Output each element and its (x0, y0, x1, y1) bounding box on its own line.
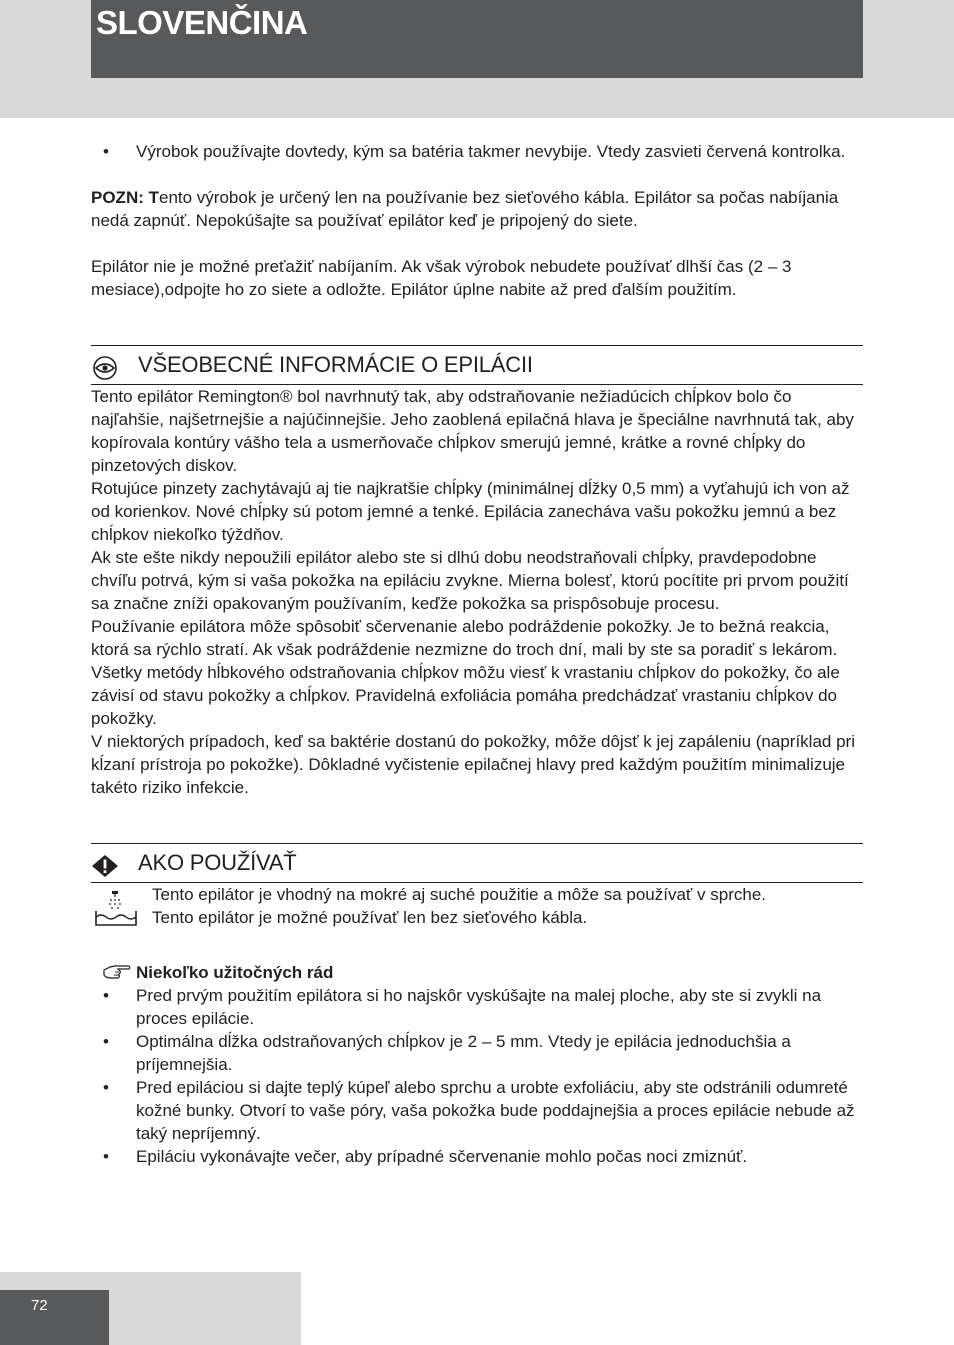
bullet-dot: • (103, 1078, 109, 1097)
bullet-dot: • (103, 1032, 109, 1051)
section-general-header (91, 345, 863, 385)
list-item (91, 1030, 863, 1076)
bullet-dot: • (103, 1147, 109, 1166)
tip-text: Epiláciu vykonávajte večer, aby prípadné sčervenanie mohlo počas noci zmiznúť. (136, 1147, 748, 1166)
page-number: 72 (31, 1297, 48, 1314)
pointing-hand-icon (103, 963, 131, 981)
section-general-body (91, 385, 863, 799)
note-label: POZN: T (91, 188, 159, 207)
note-paragraph (91, 186, 863, 232)
section-use-title: AKO POUŽÍVAŤ (138, 850, 297, 875)
page-content (91, 140, 863, 1168)
warning-diamond-icon (91, 854, 119, 878)
general-paragraph: Ak ste ešte nikdy nepoužili epilátor alebo ste si dlhú dobu neodstraňovali chĺpky, pravdepodobne chvíľu potrvá, kým si vaša pokožka na epiláciu zvykne. Mierna bolesť, ktorú pocítite pri prvom použití sa značne zníži opakovaným používaním, keďže pokožka sa prispôsobuje procesu. (91, 548, 849, 613)
shower-line: Tento epilátor je možné používať len bez sieťového kábla. (152, 908, 588, 927)
shower-line: Tento epilátor je vhodný na mokré aj suché použitie a môže sa používať v sprche. (152, 885, 766, 904)
general-paragraph: Rotujúce pinzety zachytávajú aj tie najkratšie chĺpky (minimálnej dĺžky 0,5 mm) a vyťahujú ich von až od korienkov. Nové chĺpky sú potom jemné a tenké. Epilácia zanecháva vašu pokožku jemnú a bez chĺpkov niekoľko týždňov. (91, 479, 850, 544)
tips-title: Niekoľko užitočných rád (136, 963, 334, 982)
general-paragraph: Tento epilátor Remington® bol navrhnutý tak, aby odstraňovanie nežiadúcich chĺpkov bolo čo najľahšie, najšetrnejšie a najúčinnejšie. Jeho zaoblená epilačná hlava je špeciálne navrhnutá tak, aby kopírovala kontúry vášho tela a usmerňovače chĺpkov smerujú jemné, krátke a rovné chĺpky do pinzetových diskov. (91, 387, 854, 475)
general-paragraph: Používanie epilátora môže spôsobiť sčervenanie alebo podráždenie pokožky. Je to bežná reakcia, ktorá sa rýchlo stratí. Ak však podráždenie nezmizne do troch dní, mali by ste sa poradiť s lekárom. (91, 617, 838, 659)
intro-paragraph: Epilátor nie je možné preťažiť nabíjaním. Ak však výrobok nebudete používať dlhší čas (2 – 3 mesiace),odpojte ho zo siete a odložte. Epilátor úplne nabite až pred ďalším použitím. (91, 257, 792, 299)
shower-usage (91, 883, 863, 929)
list-item (91, 1145, 863, 1168)
list-item (91, 1076, 863, 1145)
bullet-dot: • (103, 986, 109, 1005)
tips-heading (91, 961, 863, 984)
list-item (91, 984, 863, 1030)
tip-text: Pred epiláciou si dajte teplý kúpeľ alebo sprchu a urobte exfoliáciu, aby ste odstránili odumreté kožné bunky. Otvorí to vaše póry, vaša pokožka bude poddajnejšia a proces epilácie nebude až taký nepríjemný. (136, 1078, 855, 1143)
section-general-title: VŠEOBECNÉ INFORMÁCIE O EPILÁCII (138, 352, 533, 377)
note-text: ento výrobok je určený len na používanie bez sieťového kábla. Epilátor sa počas nabíjania nedá zapnúť. Nepokúšajte sa používať epilátor keď je pripojený do siete. (91, 188, 839, 230)
title-bar (91, 0, 863, 78)
tip-text: Pred prvým použitím epilátora si ho najskôr vyskúšajte na malej ploche, aby ste si zvykli na proces epilácie. (136, 986, 822, 1028)
page-title: SLOVENČINA (96, 4, 308, 41)
page-number-box (0, 1290, 109, 1345)
section-use-header (91, 843, 863, 883)
list-item (91, 140, 863, 163)
intro-bullet-text: Výrobok používajte dovtedy, kým sa batéria takmer nevybije. Vtedy zasvieti červená kontrolka. (136, 142, 846, 161)
eye-icon (91, 356, 119, 380)
shower-bath-icon (94, 889, 138, 929)
bullet-dot: • (103, 142, 109, 161)
general-paragraph: V niektorých prípadoch, keď sa baktérie dostanú do pokožky, môže dôjsť k jej zapáleniu (napríklad pri kĺzaní prístroja po pokožke). Dôkladné vyčistenie epilačnej hlavy pred každým použitím minimalizuje takéto riziko infekcie. (91, 732, 855, 797)
general-paragraph: Všetky metódy hĺbkového odstraňovania chĺpkov môžu viesť k vrastaniu chĺpkov do pokožky, čo ale závisí od stavu pokožky a chĺpkov. Pravidelná exfoliácia pomáha predchádzať vrastaniu chĺpkov do pokožky. (91, 663, 840, 728)
tip-text: Optimálna dĺžka odstraňovaných chĺpkov je 2 – 5 mm. Vtedy je epilácia jednoduchšia a príjemnejšia. (136, 1032, 791, 1074)
